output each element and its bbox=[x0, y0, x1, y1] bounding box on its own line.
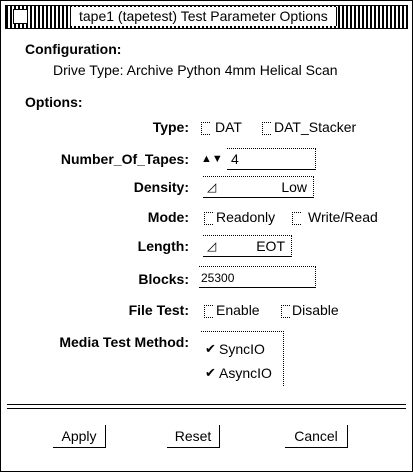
number-of-tapes-label: Number_Of_Tapes: bbox=[60, 151, 189, 167]
file-test-enable-label[interactable]: Enable bbox=[216, 302, 260, 318]
length-label: Length: bbox=[137, 238, 189, 254]
media-test-method-group bbox=[201, 331, 284, 386]
media-test-method-label: Media Test Method: bbox=[59, 334, 189, 350]
mode-writeread-radio[interactable] bbox=[292, 212, 301, 225]
asyncio-check-icon[interactable]: ✔ bbox=[205, 365, 216, 380]
number-of-tapes-field[interactable] bbox=[227, 148, 316, 170]
file-test-disable-radio[interactable] bbox=[281, 305, 290, 318]
blocks-label: Blocks: bbox=[138, 271, 189, 287]
blocks-value: 25300 bbox=[201, 271, 235, 285]
asyncio-label[interactable]: AsyncIO bbox=[219, 365, 272, 381]
drive-type-label: Drive Type: bbox=[53, 62, 124, 78]
menu-triangle-icon: ◿ bbox=[207, 239, 217, 253]
configuration-heading: Configuration: bbox=[25, 41, 122, 57]
separator-bottom bbox=[7, 408, 406, 409]
type-dat-stacker-label[interactable]: DAT_Stacker bbox=[274, 119, 357, 135]
density-menu-button[interactable] bbox=[203, 176, 314, 198]
file-test-label: File Test: bbox=[128, 302, 189, 318]
density-label: Density: bbox=[133, 179, 189, 195]
file-test-enable-radio[interactable] bbox=[204, 305, 213, 318]
syncio-check-icon[interactable]: ✔ bbox=[205, 341, 216, 356]
mode-readonly-label[interactable]: Readonly bbox=[216, 209, 276, 225]
syncio-label[interactable]: SyncIO bbox=[219, 341, 265, 357]
type-dat-stacker-radio[interactable] bbox=[262, 122, 271, 135]
file-test-disable-label[interactable]: Disable bbox=[292, 302, 339, 318]
blocks-field[interactable] bbox=[199, 266, 316, 288]
mode-label: Mode: bbox=[147, 209, 189, 225]
menu-triangle-icon: ◿ bbox=[207, 180, 217, 194]
reset-button[interactable]: Reset bbox=[167, 425, 220, 448]
number-of-tapes-value: 4 bbox=[231, 151, 239, 167]
type-dat-label[interactable]: DAT bbox=[215, 119, 242, 135]
spin-up-down-icon[interactable]: ▲▼ bbox=[201, 153, 223, 165]
length-menu-button[interactable] bbox=[203, 235, 292, 257]
mode-readonly-radio[interactable] bbox=[204, 212, 213, 225]
window-menu-button[interactable] bbox=[13, 9, 28, 24]
drive-type-line bbox=[53, 62, 338, 78]
separator-top bbox=[7, 404, 406, 405]
apply-button[interactable]: Apply bbox=[53, 425, 106, 448]
cancel-button[interactable]: Cancel bbox=[285, 425, 348, 448]
mode-writeread-label[interactable]: Write/Read bbox=[308, 209, 378, 225]
type-dat-radio[interactable] bbox=[201, 122, 210, 135]
window-title: tape1 (tapetest) Test Parameter Options bbox=[70, 7, 337, 26]
options-heading: Options: bbox=[25, 94, 83, 110]
title-bar[interactable] bbox=[5, 5, 408, 29]
drive-type-value: Archive Python 4mm Helical Scan bbox=[126, 62, 338, 78]
length-value: EOT bbox=[256, 238, 285, 254]
density-value: Low bbox=[281, 179, 307, 195]
type-label: Type: bbox=[152, 119, 189, 135]
